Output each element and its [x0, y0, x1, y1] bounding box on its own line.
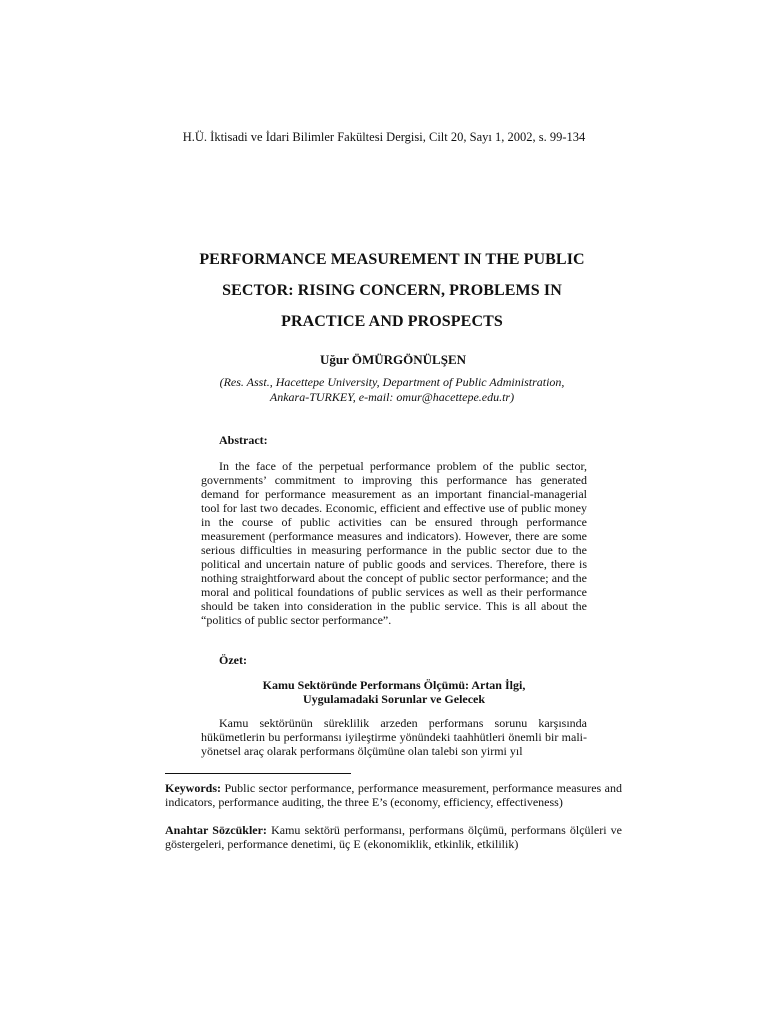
anahtar-sozcukler-label: Anahtar Sözcükler:	[165, 823, 267, 837]
ozet-title	[201, 678, 587, 706]
keywords-text: Public sector performance, performance measurement, performance measures and indicators, performance auditing, the three E’s (economy, efficiency, effectiveness)	[165, 781, 622, 809]
ozet-title-line-2: Uygulamadaki Sorunlar ve Gelecek	[302, 692, 486, 706]
title-line-1: PERFORMANCE MEASUREMENT IN THE PUBLIC	[199, 251, 585, 268]
affiliation-line-2: Ankara-TURKEY, e-mail: omur@hacettepe.edu.tr)	[269, 390, 515, 404]
ozet-title-line-1: Kamu Sektöründe Performans Ölçümü: Artan İlgi,	[262, 678, 526, 692]
keywords-label: Keywords:	[165, 781, 221, 795]
anahtar-sozcukler-text: Kamu sektörü performansı, performans ölçümü, performans ölçüleri ve göstergeleri, performance denetimi, üç E (ekonomiklik, etkinlik, etkililik)	[165, 823, 623, 851]
ozet-body: Kamu sektörünün süreklilik arzeden performans sorunu karşısında hükümetlerin bu performansı iyileştirme yönündeki taahhütleri önemli bir mali-yönetsel araç olarak performans ölçümüne olan talebi son yirmi yıl	[201, 716, 587, 758]
ozet-heading: Özet:	[219, 653, 247, 667]
keywords-footnote	[165, 781, 622, 809]
footnote-divider	[165, 773, 351, 774]
abstract-heading: Abstract:	[219, 433, 268, 447]
paper-title	[150, 244, 634, 337]
title-line-2: SECTOR: RISING CONCERN, PROBLEMS IN	[222, 282, 562, 299]
author-name: Uğur ÖMÜRGÖNÜLŞEN	[319, 352, 467, 367]
journal-header: H.Ü. İktisadi ve İdari Bilimler Fakültesi Dergisi, Cilt 20, Sayı 1, 2002, s. 99-134	[182, 130, 586, 144]
abstract-body: In the face of the perpetual performance problem of the public sector, governments’ commitment to improving this performance has generated demand for performance measurement as an important financial-managerial tool for last two decades. Economic, efficient and effective use of public money in the course of public activities can be ensured through performance measurement (performance measures and indicators). However, there are some serious difficulties in measuring performance in the public sector due to the political and uncertain nature of public goods and services. Therefore, there is nothing straightforward about the concept of public sector performance; and the moral and political foundations of public services as well as their performance should be taken into consideration in the public service. This is all about the “politics of public sector performance”.	[201, 459, 587, 627]
affiliation-line-1: (Res. Asst., Hacettepe University, Department of Public Administration,	[219, 375, 565, 389]
title-line-3: PRACTICE AND PROSPECTS	[281, 313, 503, 330]
anahtar-sozcukler-footnote	[165, 823, 622, 851]
author-affiliation	[150, 375, 634, 405]
